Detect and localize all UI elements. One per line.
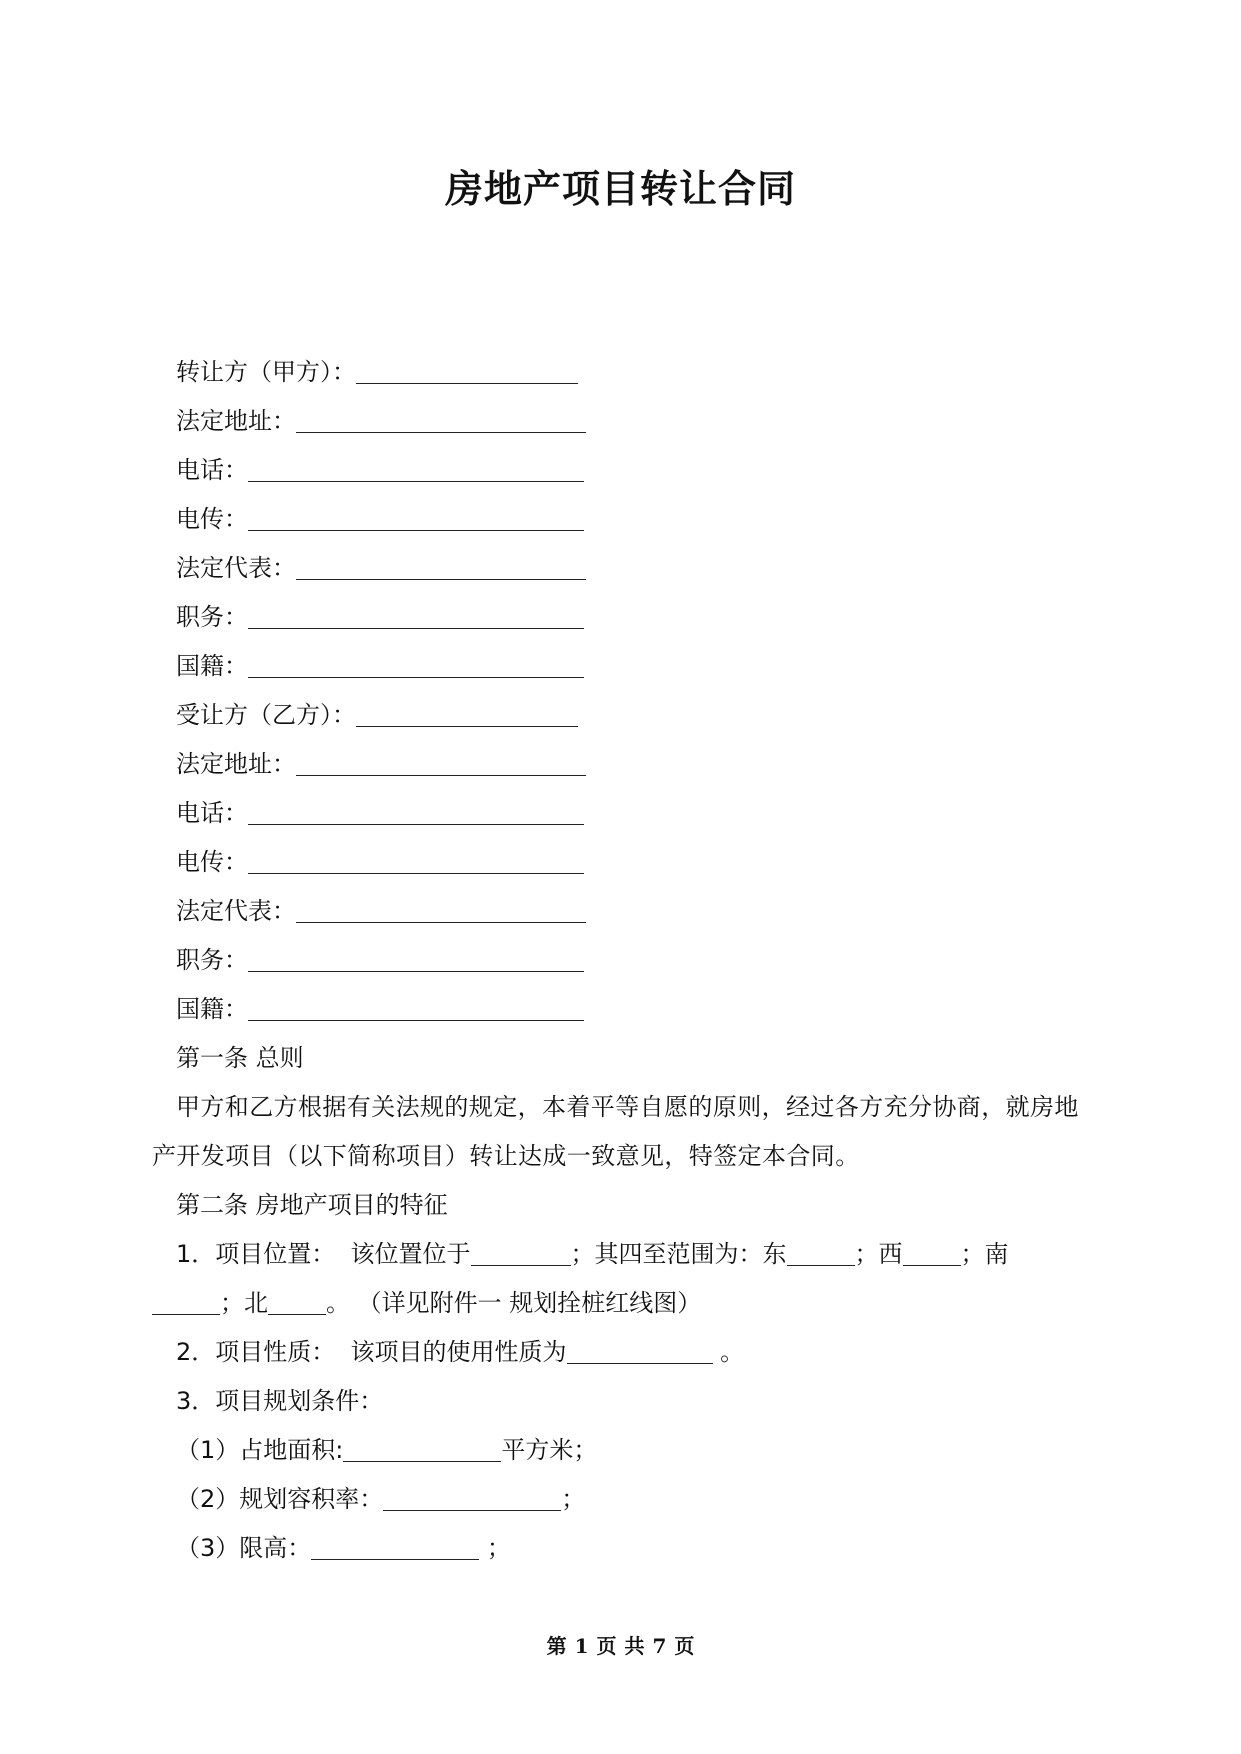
blank-line [248,500,584,531]
party-b-telex: 电传： [152,838,1092,887]
article-2-title: 第二条 房地产项目的特征 [176,1191,448,1219]
party-b-heading: 受让方（乙方）： [152,691,1092,740]
party-a-telex: 电传： [152,495,1092,544]
blank-line [248,451,584,482]
blank-line [248,843,584,874]
article-1-title: 第一条 总则 [176,1044,304,1072]
blank-line [248,794,584,825]
blank-line [787,1235,855,1266]
blank-line [311,1529,479,1560]
blank-line [248,941,584,972]
item-3-planning: 3．项目规划条件： [176,1387,384,1415]
item-2-nature: 2．项目性质： 该项目的使用性质为 。 [152,1328,1092,1377]
page-total: 7 [652,1634,667,1658]
blank-line [152,1284,220,1315]
party-a-heading: 转让方（甲方）： [152,348,1092,397]
blank-line [383,1480,561,1511]
blank-line [471,1235,571,1266]
blank-line [296,892,586,923]
document-title: 房地产项目转让合同 [444,167,796,211]
blank-line [248,647,584,678]
party-b-phone: 电话： [152,789,1092,838]
party-b-legal-rep: 法定代表： [152,887,1092,936]
item-3-sub-3: （3）限高： ； [152,1524,1092,1573]
party-b-position: 职务： [152,936,1092,985]
blank-line [296,402,586,433]
page-number: 1 [574,1634,589,1658]
blank-line [296,745,586,776]
party-a-address: 法定地址： [152,397,1092,446]
blank-line [567,1333,713,1364]
party-a-phone: 电话： [152,446,1092,495]
blank-line [268,1284,326,1315]
contract-body [152,348,1092,1573]
blank-line [356,696,578,727]
party-b-nationality: 国籍： [152,985,1092,1034]
blank-line [248,598,584,629]
blank-line [296,549,586,580]
blank-line [356,353,578,384]
party-b-address: 法定地址： [152,740,1092,789]
party-a-position: 职务： [152,593,1092,642]
page-footer: 第 1 页 共 7 页 [546,1634,695,1658]
item-3-sub-2: （2）规划容积率： ； [152,1475,1092,1524]
blank-line [903,1235,961,1266]
party-a-legal-rep: 法定代表： [152,544,1092,593]
article-1-text: 甲方和乙方根据有关法规的规定，本着平等自愿的原则，经过各方充分协商，就房地产开发项目（以下简称项目）转让达成一致意见，特签定本合同。 [152,1093,1079,1170]
blank-line [343,1431,501,1462]
item-3-sub-1: （1）占地面积: 平方米； [152,1426,1092,1475]
item-1-location-cont: ；北 。 （详见附件一 规划拴桩红线图） [152,1279,1092,1328]
item-1-location: 1．项目位置： 该位置位于 ；其四至范围为：东 ；西 ；南 [152,1230,1092,1279]
blank-line [248,990,584,1021]
party-a-nationality: 国籍： [152,642,1092,691]
